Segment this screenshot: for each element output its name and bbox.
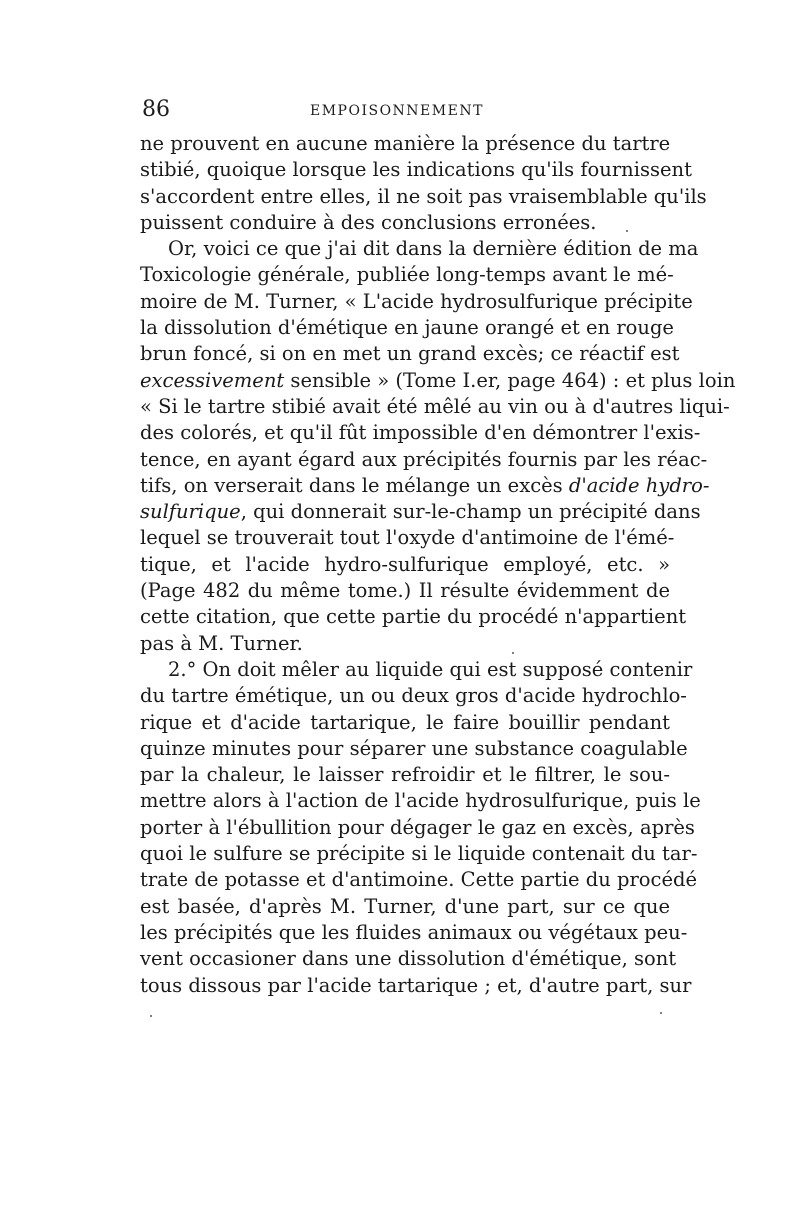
text-segment: du tartre émétique, un ou deux gros d'acide hydrochlo- bbox=[140, 684, 687, 708]
text-line bbox=[140, 710, 670, 736]
text-line bbox=[140, 604, 687, 630]
text-line bbox=[140, 289, 693, 315]
print-speck bbox=[626, 230, 628, 232]
italic-text: excessivement bbox=[140, 368, 285, 392]
text-line bbox=[140, 841, 698, 867]
print-speck bbox=[512, 652, 514, 654]
text-line bbox=[140, 894, 670, 920]
print-speck bbox=[660, 1012, 662, 1014]
text-line bbox=[140, 157, 692, 183]
text-segment: s'accordent entre elles, il ne soit pas vraisemblable qu'ils bbox=[140, 184, 707, 208]
text-line bbox=[140, 946, 677, 972]
text-line bbox=[140, 184, 707, 210]
text-line bbox=[140, 368, 736, 394]
text-line bbox=[140, 315, 674, 341]
text-line bbox=[140, 394, 730, 420]
text-segment: tifs, on verserait dans le mélange un excès bbox=[140, 473, 569, 497]
text-line bbox=[140, 341, 680, 367]
text-line bbox=[140, 736, 688, 762]
text-segment: (Page 482 du même tome.) Il résulte évidemment de bbox=[140, 579, 670, 603]
italic-text: sulfurique bbox=[140, 500, 241, 524]
text-line bbox=[140, 525, 675, 551]
text-line bbox=[140, 788, 701, 814]
page-number: 86 bbox=[142, 97, 170, 122]
text-line bbox=[140, 657, 693, 683]
text-segment: Or, voici ce que j'ai dit dans la dernière édition de ma bbox=[168, 237, 699, 261]
text-segment: quinze minutes pour séparer une substance coagulable bbox=[140, 736, 688, 760]
text-line bbox=[140, 473, 710, 499]
text-segment: ne prouvent en aucune manière la présence du tartre bbox=[140, 132, 671, 155]
text-segment: vent occasioner dans une dissolution d'émétique, sont bbox=[140, 947, 677, 971]
text-line bbox=[140, 552, 670, 578]
body-text bbox=[140, 131, 736, 999]
print-speck bbox=[150, 1015, 152, 1017]
italic-text: d'acide hydro- bbox=[568, 473, 710, 497]
text-segment: tence, en ayant égard aux précipités fournis par les réac- bbox=[140, 447, 708, 471]
text-line bbox=[140, 499, 701, 525]
text-line bbox=[140, 236, 699, 262]
text-segment: « Si le tartre stibié avait été mêlé au vin ou à d'autres liqui- bbox=[140, 394, 730, 418]
text-line bbox=[140, 815, 695, 841]
text-line bbox=[140, 973, 692, 999]
text-line bbox=[140, 262, 674, 288]
text-line bbox=[140, 762, 670, 788]
text-segment: des colorés, et qu'il fût impossible d'en démontrer l'exis- bbox=[140, 421, 701, 445]
text-segment: stibié, quoique lorsque les indications qu'ils fournissent bbox=[140, 158, 692, 182]
text-segment: pas à M. Turner. bbox=[140, 631, 303, 655]
text-segment: sensible » (Tome I.er, page 464) : et plus loin bbox=[284, 368, 736, 392]
text-line bbox=[140, 578, 670, 604]
text-segment: trate de potasse et d'antimoine. Cette partie du procédé bbox=[140, 868, 698, 892]
text-segment: les précipités que les fluides animaux ou végétaux peu- bbox=[140, 920, 688, 944]
text-segment: porter à l'ébullition pour dégager le gaz en excès, après bbox=[140, 815, 695, 839]
text-segment: brun foncé, si on en met un grand excès; ce réactif est bbox=[140, 342, 680, 366]
text-line bbox=[140, 210, 670, 236]
text-segment: mettre alors à l'action de l'acide hydrosulfurique, puis le bbox=[140, 789, 701, 813]
text-line bbox=[140, 683, 687, 709]
text-segment: puissent conduire à des conclusions erronées. bbox=[140, 210, 597, 234]
text-segment: 2.° On doit mêler au liquide qui est supposé contenir bbox=[168, 657, 693, 681]
text-segment: Toxicologie générale, publiée long-temps avant le mé- bbox=[140, 263, 674, 287]
text-segment: moire de M. Turner, « L'acide hydrosulfurique précipite bbox=[140, 289, 693, 313]
text-line bbox=[140, 920, 688, 946]
text-segment: cette citation, que cette partie du procédé n'appartient bbox=[140, 605, 687, 629]
text-segment: est basée, d'après M. Turner, d'une part, sur ce que bbox=[140, 894, 670, 918]
text-line bbox=[140, 631, 670, 657]
text-line bbox=[140, 131, 670, 157]
text-segment: la dissolution d'émétique en jaune orangé et en rouge bbox=[140, 316, 674, 340]
text-segment: par la chaleur, le laisser refroidir et le filtrer, le sou- bbox=[140, 763, 670, 787]
text-line bbox=[140, 867, 698, 893]
page-header bbox=[142, 97, 672, 125]
text-segment: quoi le sulfure se précipite si le liquide contenait du tar- bbox=[140, 842, 698, 866]
text-segment: , qui donnerait sur-le-champ un précipité dans bbox=[240, 500, 701, 524]
text-line bbox=[140, 447, 708, 473]
text-segment: tous dissous par l'acide tartarique ; et, d'autre part, sur bbox=[140, 973, 692, 997]
running-title: EMPOISONNEMENT bbox=[310, 103, 484, 119]
text-segment: lequel se trouverait tout l'oxyde d'antimoine de l'émé- bbox=[140, 526, 675, 550]
text-segment: rique et d'acide tartarique, le faire bouillir pendant bbox=[140, 710, 670, 734]
text-line bbox=[140, 420, 701, 446]
text-segment: tique, et l'acide hydro-sulfurique employé, etc. » bbox=[140, 552, 670, 576]
